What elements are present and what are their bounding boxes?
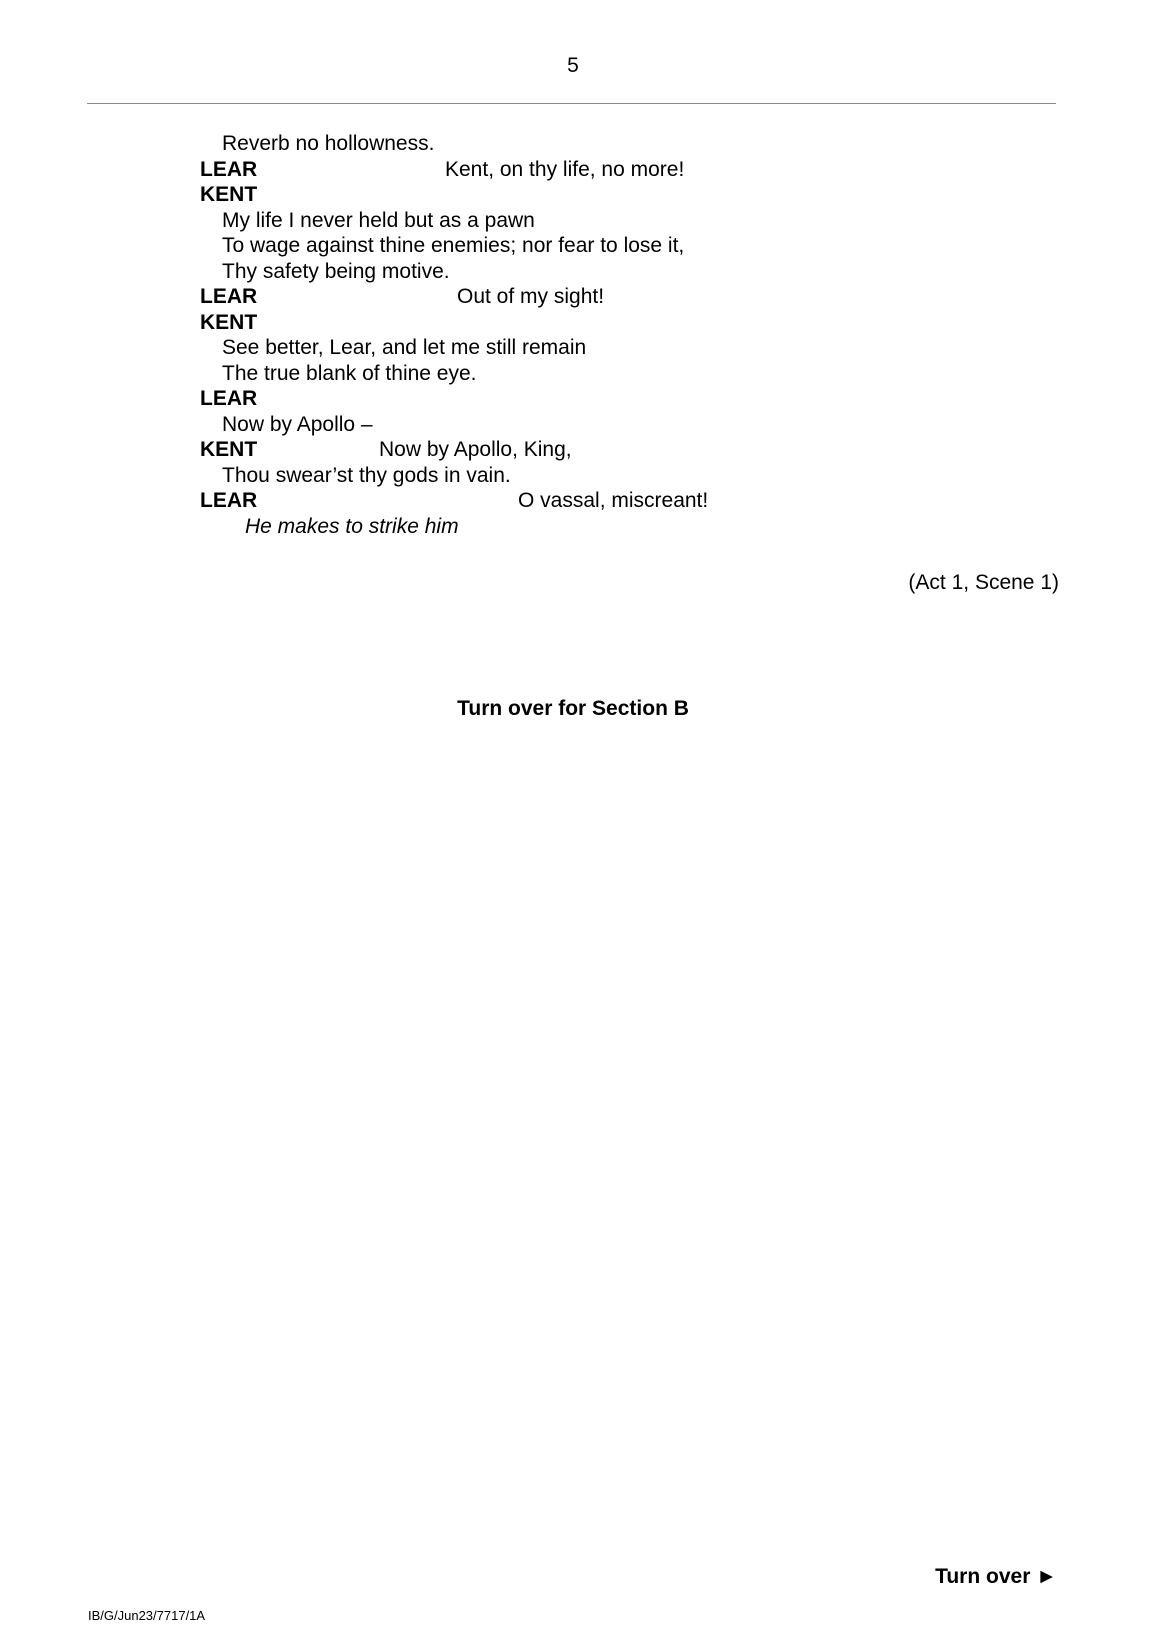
half-line-text: Out of my sight!	[457, 285, 605, 308]
section-prompt: Turn over for Section B	[457, 697, 689, 720]
verse-text: To wage against thine enemies; nor fear to lose it,	[222, 234, 685, 257]
verse-line	[200, 335, 900, 361]
speaker-name: KENT	[200, 438, 258, 461]
speaker-line	[200, 310, 900, 336]
verse-text: The true blank of thine eye.	[222, 361, 477, 385]
speaker-name: KENT	[200, 183, 258, 206]
speaker-name: LEAR	[200, 387, 258, 410]
speaker-name: KENT	[200, 310, 258, 334]
verse-text: Thy safety being motive.	[222, 259, 450, 283]
verse-text: My life I never held but as a pawn	[222, 208, 535, 232]
verse-line	[200, 463, 900, 489]
speaker-line	[200, 284, 900, 310]
header-rule	[87, 103, 1056, 104]
verse-line	[200, 208, 900, 234]
half-line-text: O vassal, miscreant!	[518, 489, 709, 512]
speaker-line	[200, 386, 900, 412]
verse-line	[200, 233, 900, 259]
half-line-text: Now by Apollo, King,	[379, 438, 572, 461]
stage-direction: He makes to strike him	[245, 514, 459, 538]
turn-over-label: Turn over ►	[935, 1565, 1057, 1588]
verse-line	[200, 131, 900, 157]
verse-text: Now by Apollo –	[222, 412, 373, 436]
speaker-name: LEAR	[200, 489, 258, 512]
verse-line	[200, 259, 900, 285]
verse-line	[200, 361, 900, 387]
scene-reference: (Act 1, Scene 1)	[908, 571, 1059, 594]
speaker-line	[200, 437, 900, 463]
speaker-line	[200, 488, 900, 514]
speaker-line	[200, 182, 900, 208]
verse-text: Reverb no hollowness.	[222, 132, 435, 155]
page-number: 5	[567, 54, 579, 77]
verse-text: See better, Lear, and let me still remain	[222, 336, 587, 359]
play-extract	[200, 131, 900, 539]
half-line-text: Kent, on thy life, no more!	[445, 157, 685, 181]
speaker-name: LEAR	[200, 285, 258, 308]
verse-line	[200, 412, 900, 438]
speaker-name: LEAR	[200, 157, 258, 181]
stage-direction-line	[200, 514, 900, 540]
footer-code: IB/G/Jun23/7717/1A	[88, 1608, 206, 1623]
verse-text: Thou swear’st thy gods in vain.	[222, 463, 511, 487]
speaker-line	[200, 157, 900, 183]
